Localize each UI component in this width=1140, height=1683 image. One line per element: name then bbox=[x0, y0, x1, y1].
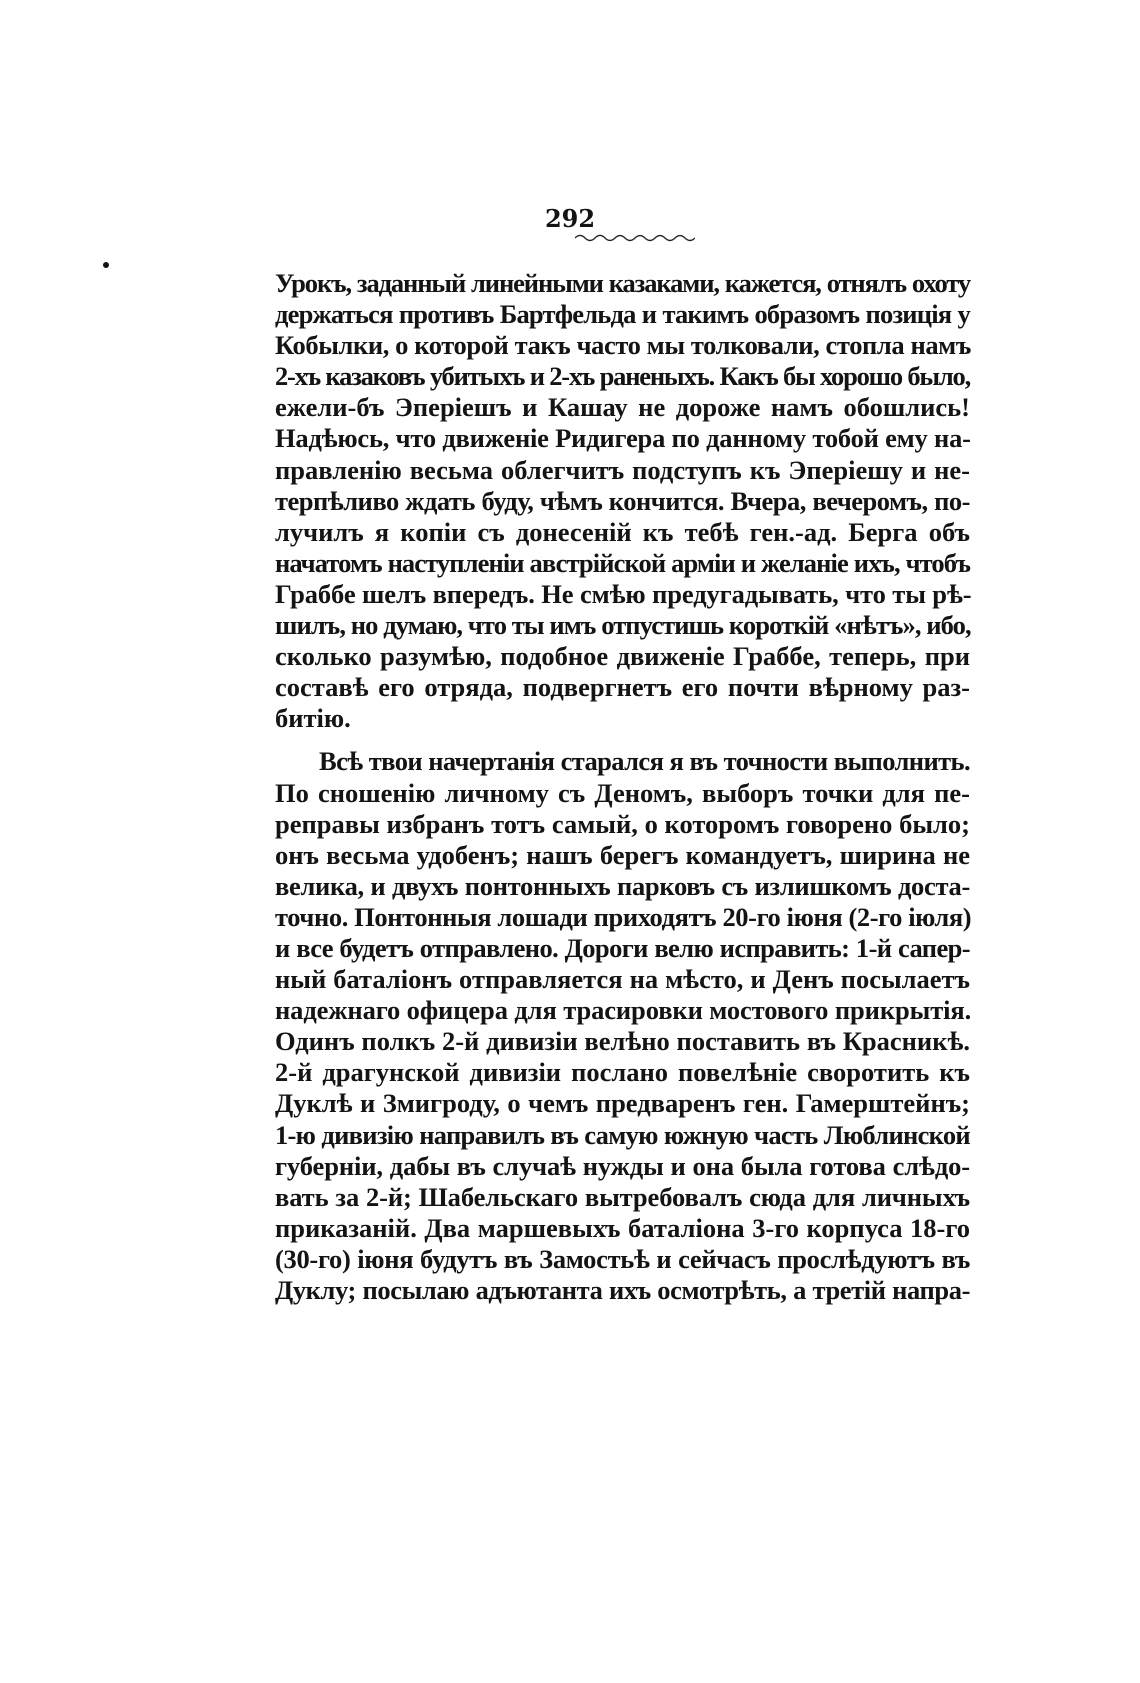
text-line: битію. bbox=[275, 703, 351, 734]
text-line: Граббе шелъ впередъ. Не смѣю предугадывать, что ты рѣ- bbox=[275, 578, 972, 609]
text-line: держаться противъ Бартфельда и такимъ образомъ позиція у bbox=[275, 299, 970, 330]
text-line: Кобылки, о которой такъ часто мы толковали, стопла намъ bbox=[275, 330, 971, 361]
text-line: приказаній. Два маршевыхъ баталіона 3-го корпуса 18-го bbox=[275, 1212, 970, 1243]
text-line: ный баталіонъ отправляется на мѣсто, и Денъ посылаетъ bbox=[275, 964, 970, 995]
text-line: Надѣюсь, что движеніе Ридигера по данному тобой ему на- bbox=[275, 423, 971, 454]
text-line: начатомъ наступленіи австрійской арміи и желаніе ихъ, чтобъ bbox=[275, 547, 970, 578]
wavy-ornament-icon bbox=[575, 232, 695, 242]
text-line: лучилъ я копіи съ донесеній къ тебѣ ген.-ад. Берга объ bbox=[275, 516, 970, 547]
paragraph-2 bbox=[275, 746, 970, 1306]
text-line: сколько разумѣю, подобное движеніе Граббе, теперь, при bbox=[275, 641, 970, 672]
text-line: Дуклу; посылаю адъютанта ихъ осмотрѣть, а третій напра- bbox=[275, 1275, 970, 1305]
page-number: 292 bbox=[544, 204, 596, 233]
text-line: составѣ его отряда, подвергнетъ его почти вѣрному раз- bbox=[275, 672, 970, 703]
text-line: 2-й драгунской дивизіи послано повелѣніе своротить къ bbox=[275, 1057, 970, 1088]
text-line: велика, и двухъ понтонныхъ парковъ съ излишкомъ доста- bbox=[275, 870, 970, 901]
text-line: правленію весьма облегчитъ подступъ къ Эперіешу и не- bbox=[275, 454, 970, 485]
text-line: По сношенію личному съ Деномъ, выборъ точки для пе- bbox=[275, 777, 970, 808]
paragraph-1 bbox=[275, 268, 970, 734]
text-line: Одинъ полкъ 2-й дивизіи велѣно поставить въ Красникѣ. bbox=[275, 1026, 970, 1057]
text-line: терпѣливо ждать буду, чѣмъ кончится. Вчера, вечеромъ, по- bbox=[275, 485, 970, 516]
text-line: реправы избранъ тотъ самый, о которомъ говорено было; bbox=[275, 808, 970, 839]
text-line: ежели-бъ Эперіешъ и Кашау не дороже намъ обошлись! bbox=[275, 392, 970, 423]
body-text bbox=[275, 268, 970, 1306]
text-line: надежнаго офицера для трасировки мостового прикрытія. bbox=[275, 995, 972, 1026]
text-line: губерніи, дабы въ случаѣ нужды и она была готова слѣдо- bbox=[275, 1150, 970, 1181]
text-line: шилъ, но думаю, что ты имъ отпустишь короткій «нѣтъ», ибо, bbox=[275, 610, 971, 641]
text-line: (30-го) іюня будутъ въ Замостьѣ и сейчасъ прослѣдуютъ въ bbox=[275, 1243, 970, 1274]
text-line: и все будетъ отправлено. Дороги велю исправить: 1-й сапер- bbox=[275, 932, 970, 963]
text-line: Дуклѣ и Змигроду, о чемъ предваренъ ген. Гамерштейнъ; bbox=[275, 1088, 970, 1119]
text-line: вать за 2-й; Шабельскаго вытребовалъ сюда для личныхъ bbox=[275, 1181, 970, 1212]
text-line: точно. Понтонныя лошади приходятъ 20-го іюня (2-го іюля) bbox=[275, 901, 972, 932]
paragraph-gap bbox=[275, 734, 970, 746]
text-line: 2-хъ казаковъ убитыхъ и 2-хъ раненыхъ. Какъ бы хорошо было, bbox=[275, 361, 970, 392]
text-line: Урокъ, заданный линейными казаками, кажется, отнялъ охоту bbox=[275, 268, 970, 298]
text-line: Всѣ твои начертанія старался я въ точности выполнить. bbox=[319, 746, 970, 777]
text-line: 1-ю дивизію направилъ въ самую южную часть Люблинской bbox=[275, 1119, 970, 1150]
text-line: онъ весьма удобенъ; нашъ берегъ командуетъ, ширина не bbox=[275, 839, 970, 870]
stray-ink-mark bbox=[103, 262, 109, 268]
